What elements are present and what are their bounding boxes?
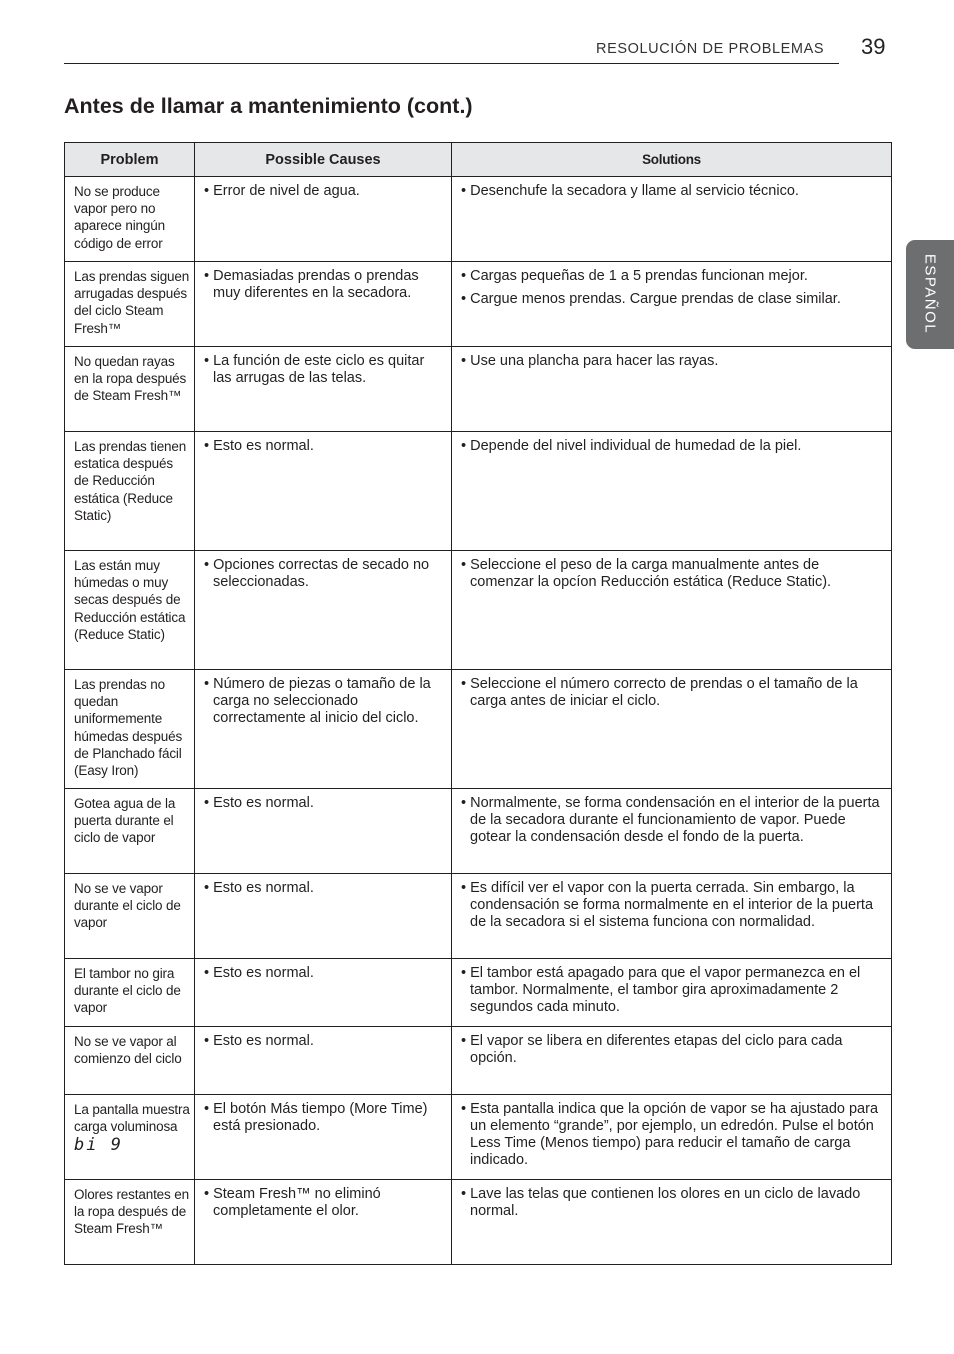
- table-row: [65, 347, 892, 432]
- solution-item: • Esta pantalla indica que la opción de vapor se ha ajustado para un elemento “grande”, por ejemplo, un edredón. Pulse el botón Less Time (Menos tiempo) para reducir el tamaño de carga indicado.: [461, 1101, 883, 1169]
- language-tab: [906, 240, 954, 349]
- table-row: [65, 551, 892, 670]
- solutions-cell: [452, 959, 892, 1027]
- column-header-causes: Possible Causes: [195, 143, 452, 177]
- header-divider: [64, 63, 839, 64]
- solution-item: • Depende del nivel individual de humedad de la piel.: [461, 438, 883, 455]
- table-row: [65, 1180, 892, 1265]
- causes-cell: [195, 874, 452, 959]
- causes-cell: [195, 789, 452, 874]
- language-tab-label: ESPAÑOL: [921, 253, 939, 335]
- solutions-cell: [452, 432, 892, 551]
- causes-cell: [195, 551, 452, 670]
- solution-item: • El vapor se libera en diferentes etapas del ciclo para cada opción.: [461, 1033, 883, 1067]
- cause-item: • Esto es normal.: [204, 880, 443, 897]
- cause-item: • Opciones correctas de secado no seleccionadas.: [204, 557, 443, 591]
- solutions-cell: [452, 551, 892, 670]
- causes-cell: [195, 1027, 452, 1095]
- table-row: [65, 874, 892, 959]
- problem-cell: Olores restantes en la ropa después de Steam Fresh™: [65, 1180, 195, 1265]
- solution-item: • Es difícil ver el vapor con la puerta cerrada. Sin embargo, la condensación se forma normalmente en el interior de la puerta de la secadora si el sistema funciona con normalidad.: [461, 880, 883, 931]
- cause-item: • Demasiadas prendas o prendas muy diferentes en la secadora.: [204, 268, 443, 302]
- table-header-row: [65, 143, 892, 177]
- solution-item: • Seleccione el número correcto de prendas o el tamaño de la carga antes de iniciar el ciclo.: [461, 676, 883, 710]
- cause-item: • Esto es normal.: [204, 438, 443, 455]
- problem-text: La pantalla muestra carga voluminosa: [74, 1102, 190, 1135]
- solution-item: • Normalmente, se forma condensación en el interior de la puerta de la secadora durante el funcionamiento de vapor. Puede gotear la condensación desde el fondo de la puerta.: [461, 795, 883, 846]
- causes-cell: [195, 347, 452, 432]
- solution-item: • Use una plancha para hacer las rayas.: [461, 353, 883, 370]
- causes-cell: [195, 1095, 452, 1180]
- solutions-cell: [452, 1180, 892, 1265]
- display-code: bi 9: [74, 1135, 123, 1156]
- solution-item: • El tambor está apagado para que el vapor permanezca en el tambor. Normalmente, el tambor gira aproximadamente 2 segundos cada minuto.: [461, 965, 883, 1016]
- problem-cell: Las están muy húmedas o muy secas después de Reducción estática (Reduce Static): [65, 551, 195, 670]
- cause-item: • Steam Fresh™ no eliminó completamente el olor.: [204, 1186, 443, 1220]
- solutions-cell: [452, 670, 892, 789]
- causes-cell: [195, 670, 452, 789]
- cause-item: • Error de nivel de agua.: [204, 183, 443, 200]
- solutions-cell: [452, 1027, 892, 1095]
- cause-item: • La función de este ciclo es quitar las arrugas de las telas.: [204, 353, 443, 387]
- problem-cell: No se ve vapor durante el ciclo de vapor: [65, 874, 195, 959]
- solution-item: • Cargas pequeñas de 1 a 5 prendas funcionan mejor.: [461, 268, 883, 285]
- table-row: [65, 1095, 892, 1180]
- solution-item: • Seleccione el peso de la carga manualmente antes de comenzar la opcíon Reducción estática (Reduce Static).: [461, 557, 883, 591]
- problem-cell: No se ve vapor al comienzo del ciclo: [65, 1027, 195, 1095]
- problem-cell: No quedan rayas en la ropa después de Steam Fresh™: [65, 347, 195, 432]
- solutions-cell: [452, 874, 892, 959]
- solutions-cell: [452, 789, 892, 874]
- solution-item: • Cargue menos prendas. Cargue prendas de clase similar.: [461, 291, 883, 308]
- solutions-cell: [452, 262, 892, 347]
- cause-item: • Esto es normal.: [204, 795, 443, 812]
- column-header-solutions: Solutions: [452, 143, 892, 177]
- cause-item: • Esto es normal.: [204, 965, 443, 982]
- problem-cell: Las prendas siguen arrugadas después del ciclo Steam Fresh™: [65, 262, 195, 347]
- table-row: [65, 670, 892, 789]
- problem-cell: No se produce vapor pero no aparece ningún código de error: [65, 177, 195, 262]
- table-row: [65, 1027, 892, 1095]
- causes-cell: [195, 262, 452, 347]
- solutions-cell: [452, 347, 892, 432]
- troubleshooting-table: [64, 142, 892, 1265]
- causes-cell: [195, 177, 452, 262]
- solutions-cell: [452, 177, 892, 262]
- causes-cell: [195, 959, 452, 1027]
- problem-cell: [65, 1095, 195, 1180]
- running-header: RESOLUCIÓN DE PROBLEMAS: [596, 41, 825, 57]
- solution-item: • Desenchufe la secadora y llame al servicio técnico.: [461, 183, 883, 200]
- problem-cell: Gotea agua de la puerta durante el ciclo de vapor: [65, 789, 195, 874]
- cause-item: • El botón Más tiempo (More Time) está presionado.: [204, 1101, 443, 1135]
- page-number: 39: [861, 34, 886, 59]
- solutions-cell: [452, 1095, 892, 1180]
- solution-item: • Lave las telas que contienen los olores en un ciclo de lavado normal.: [461, 1186, 883, 1220]
- page-title: Antes de llamar a mantenimiento (cont.): [64, 94, 473, 118]
- table-row: [65, 959, 892, 1027]
- column-header-problem: Problem: [65, 143, 195, 177]
- table-row: [65, 789, 892, 874]
- problem-cell: Las prendas no quedan uniformemente húmedas después de Planchado fácil (Easy Iron): [65, 670, 195, 789]
- table-row: [65, 262, 892, 347]
- causes-cell: [195, 1180, 452, 1265]
- causes-cell: [195, 432, 452, 551]
- cause-item: • Esto es normal.: [204, 1033, 443, 1050]
- problem-cell: El tambor no gira durante el ciclo de vapor: [65, 959, 195, 1027]
- table-row: [65, 177, 892, 262]
- problem-cell: Las prendas tienen estatica después de Reducción estática (Reduce Static): [65, 432, 195, 551]
- cause-item: • Número de piezas o tamaño de la carga no seleccionado correctamente al inicio del ciclo.: [204, 676, 443, 727]
- table-row: [65, 432, 892, 551]
